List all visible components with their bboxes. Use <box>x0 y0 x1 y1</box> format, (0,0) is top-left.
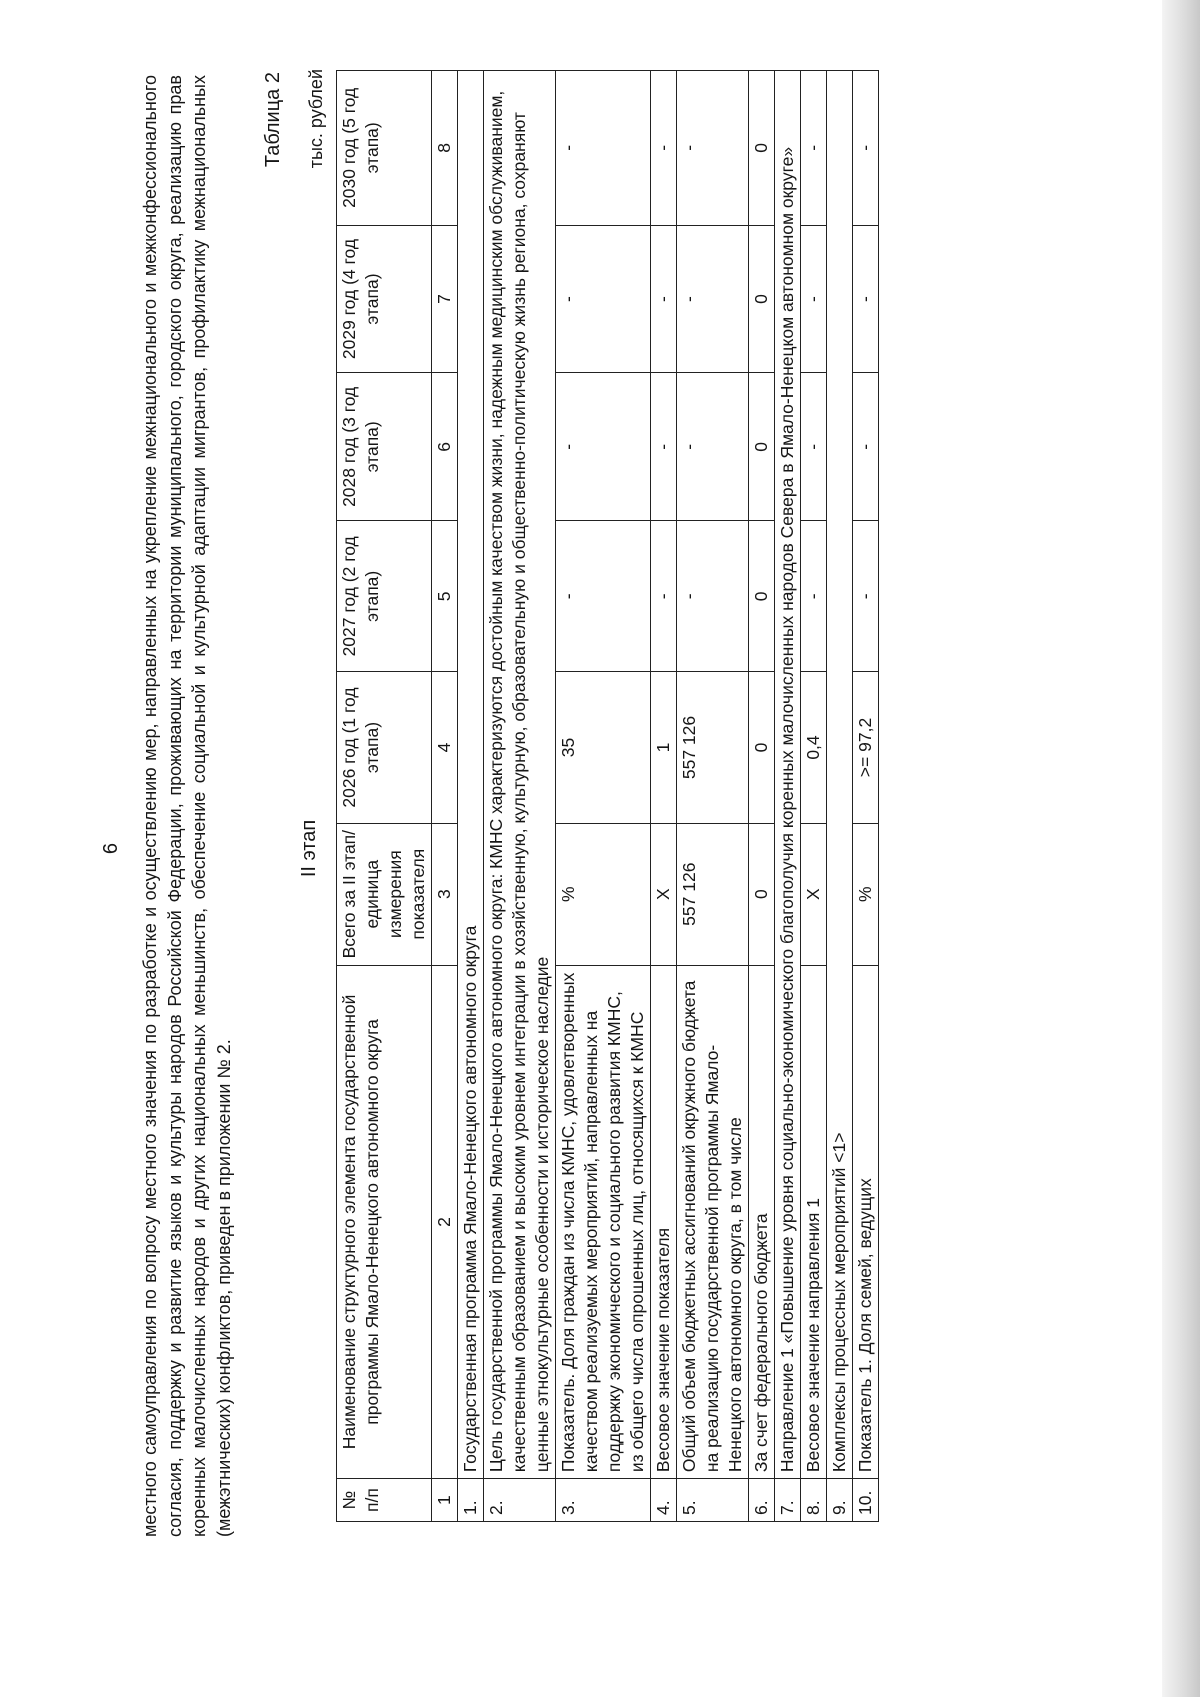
cell-total: X <box>651 823 677 965</box>
cell-2028: 0 <box>749 373 775 521</box>
table-row <box>677 71 749 1522</box>
row-number: 10. <box>853 1479 879 1522</box>
row-number: 2. <box>484 1479 556 1522</box>
cell-2027: - <box>677 521 749 672</box>
cell-total: 0 <box>749 823 775 965</box>
row-number: 1. <box>458 1479 484 1522</box>
cell-2028: - <box>801 373 827 521</box>
cell-2027: - <box>853 521 879 672</box>
header-2030: 2030 год (5 год этапа) <box>337 71 432 226</box>
row-number: 7. <box>775 1479 801 1522</box>
header-row <box>337 71 432 1522</box>
cell-2026: >= 97,2 <box>853 672 879 823</box>
cell-2028: - <box>677 373 749 521</box>
table-row <box>651 71 677 1522</box>
cell-2029: - <box>556 225 651 373</box>
row-section-title: Государственная программа Ямало-Ненецкого автономного округа <box>458 71 484 1479</box>
table-row <box>853 71 879 1522</box>
cell-2029: - <box>677 225 749 373</box>
row-name: Весовое значение показателя <box>651 965 677 1478</box>
row-name: Общий объем бюджетных ассигнований окружного бюджета на реализацию государственной программы Ямало-Ненецкого автономного округа, в том числе <box>677 965 749 1478</box>
column-number: 7 <box>432 225 458 373</box>
row-direction-title: Направление 1 «Повышение уровня социально-экономического благополучия коренных малочисленных народов Севера в Ямало-Ненецком автономном округе» <box>775 71 801 1479</box>
cell-2027: 0 <box>749 521 775 672</box>
cell-2026: 0,4 <box>801 672 827 823</box>
cell-2029: - <box>801 225 827 373</box>
units-note: тыс. рублей <box>306 69 326 169</box>
cell-2028: - <box>556 373 651 521</box>
cell-2028: - <box>853 373 879 521</box>
row-section-title: Комплексы процессных мероприятий <1> <box>827 71 853 1479</box>
cell-total: % <box>853 823 879 965</box>
cell-2030: - <box>651 71 677 226</box>
row-number: 9. <box>827 1479 853 1522</box>
row-name: Весовое значение направления 1 <box>801 965 827 1478</box>
row-number: 8. <box>801 1479 827 1522</box>
row-number: 4. <box>651 1479 677 1522</box>
cell-total: X <box>801 823 827 965</box>
page-number: 6 <box>100 842 122 855</box>
cell-total: 557 126 <box>677 823 749 965</box>
header-2029: 2029 год (4 год этапа) <box>337 225 432 373</box>
column-number: 2 <box>432 965 458 1478</box>
cell-2029: - <box>853 225 879 373</box>
cell-2030: - <box>853 71 879 226</box>
table-row <box>801 71 827 1522</box>
table-row <box>458 71 484 1522</box>
cell-2026: 35 <box>556 672 651 823</box>
cell-total: % <box>556 823 651 965</box>
table-row <box>827 71 853 1522</box>
cell-2026: 1 <box>651 672 677 823</box>
cell-2030: 0 <box>749 71 775 226</box>
table-row <box>484 71 556 1522</box>
cell-2026: 557 126 <box>677 672 749 823</box>
header-2028: 2028 год (3 год этапа) <box>337 373 432 521</box>
table-caption: Таблица 2 <box>262 72 284 168</box>
cell-2027: - <box>651 521 677 672</box>
row-goal-text: Цель государственной программы Ямало-Ненецкого автономного округа: КМНС характеризуются достойным качеством жизни, надежным медицинским обслуживанием, качественным образованием и высоким уровнем интеграции в хозяйственную, культурную, образовательную и общественно-политическую жизнь региона, сохраняют ценные этнокультурные особенности и историческое наследие <box>484 71 556 1479</box>
cell-2029: - <box>651 225 677 373</box>
header-2027: 2027 год (2 год этапа) <box>337 521 432 672</box>
header-name: Наименование структурного элемента государственной программы Ямало-Ненецкого автономного округа <box>337 965 432 1478</box>
row-name: За счет федерального бюджета <box>749 965 775 1478</box>
header-num: № п/п <box>337 1479 432 1522</box>
column-number-row <box>432 71 458 1522</box>
cell-2027: - <box>556 521 651 672</box>
row-number: 5. <box>677 1479 749 1522</box>
table-row <box>556 71 651 1522</box>
cell-2030: - <box>556 71 651 226</box>
header-total: Всего за II этап/ единица измерения показателя <box>337 823 432 965</box>
table-row <box>749 71 775 1522</box>
stage-title: II этап <box>298 819 320 878</box>
column-number: 3 <box>432 823 458 965</box>
cell-2028: - <box>651 373 677 521</box>
row-name: Показатель 1. Доля семей, ведущих <box>853 965 879 1478</box>
cell-2030: - <box>677 71 749 226</box>
row-number: 3. <box>556 1479 651 1522</box>
cell-2026: 0 <box>749 672 775 823</box>
column-number: 4 <box>432 672 458 823</box>
cell-2027: - <box>801 521 827 672</box>
intro-paragraph: местного самоуправления по вопросу местного значения по разработке и осуществлению мер, направленных на укрепление межнационального и межконфессионального согласия, поддержку и развитие языков и культуры народов Российской Федерации, проживающих на территории муниципального, городского округа, реализацию прав коренных малочисленных народов и других национальных меньшинств, обеспечение социальной и культурной адаптации мигрантов, профилактику межнациональных (межэтнических) конфликтов, приведен в приложении № 2. <box>140 75 234 1537</box>
column-number: 6 <box>432 373 458 521</box>
row-number: 6. <box>749 1479 775 1522</box>
indicators-table <box>336 70 879 1522</box>
row-name: Показатель. Доля граждан из числа КМНС, удовлетворенных качеством реализуемых мероприятий, направленных на поддержку экономического и социального развития КМНС, из общего числа опрошенных лиц, относящихся к КМНС <box>556 965 651 1478</box>
column-number: 8 <box>432 71 458 226</box>
cell-2029: 0 <box>749 225 775 373</box>
header-2026: 2026 год (1 год этапа) <box>337 672 432 823</box>
cell-2030: - <box>801 71 827 226</box>
table-row <box>775 71 801 1522</box>
column-number: 1 <box>432 1479 458 1522</box>
column-number: 5 <box>432 521 458 672</box>
